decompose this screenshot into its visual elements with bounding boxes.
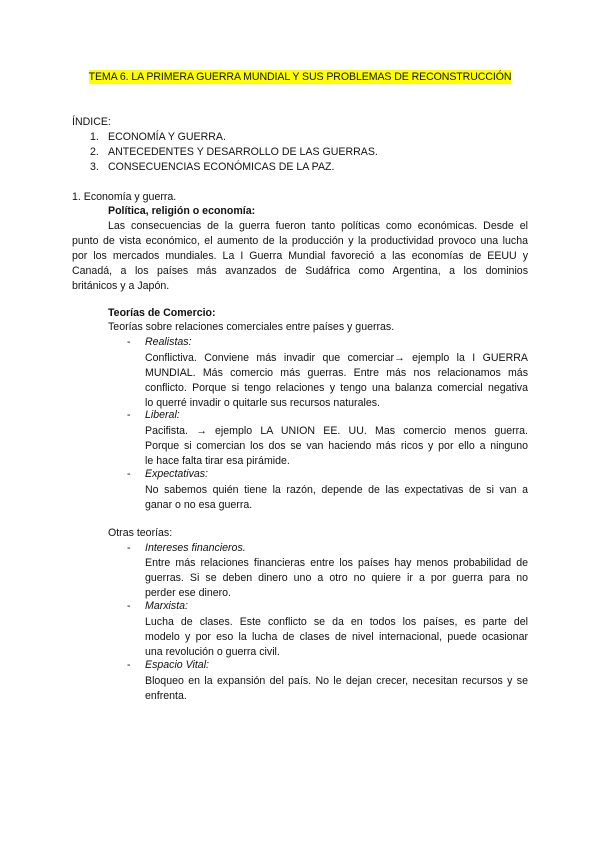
other-theories-heading: Otras teorías: <box>108 527 173 539</box>
theory-text-liberal: Pacifista. → ejemplo LA UNION EE. UU. Mas comercio menos guerra. Porque si comercian los dos se van haciendo más ricos y por ello a ninguno le hace falta tirar esa pirámide. <box>145 425 528 467</box>
index-item: 3. CONSECUENCIAS ECONÓMICAS DE LA PAZ. <box>90 161 335 173</box>
theory-label-realistas: Realistas: <box>145 336 192 348</box>
list-dash: - <box>127 659 131 671</box>
commerce-intro: Teorías sobre relaciones comerciales entre países y guerras. <box>108 321 395 333</box>
theory-label-liberal: Liberal: <box>145 409 180 421</box>
commerce-heading: Teorías de Comercio: <box>108 307 216 319</box>
intro-paragraph: Las consecuencias de la guerra fueron tanto políticas como económicas. Desde el punto de vista económico, el aumento de la producción y la productividad provoco una lucha por los mercados mundiales. La I Guerra Mundial favoreció a las economías de EEUU y Canadá, a los países más avanzados de Sudáfrica como Argentina, a los dominios británicos y a Japón. <box>72 220 528 292</box>
list-dash: - <box>127 409 131 421</box>
index-item: 2. ANTECEDENTES Y DESARROLLO DE LAS GUERRAS. <box>90 146 378 158</box>
theory-text-marxista: Lucha de clases. Este conflicto se da en todos los países, es parte del modelo y por eso la lucha de clases de nivel internacional, puede ocasionar una revolución o guerra civil. <box>145 616 528 658</box>
list-dash: - <box>127 468 131 480</box>
theory-label-marxista: Marxista: <box>145 600 188 612</box>
theory-text-intereses: Entre más relaciones financieras entre los países hay menos probabilidad de guerras. Si se deben dinero uno a otro no quiere ir a por guerra para no perder ese dinero. <box>145 557 528 599</box>
subheading-politics: Política, religión o economía: <box>108 205 256 217</box>
list-dash: - <box>127 542 131 554</box>
theory-label-intereses: Intereses financieros. <box>145 542 246 554</box>
index-list <box>90 130 378 175</box>
section-heading: 1. Economía y guerra. <box>72 191 177 203</box>
list-dash: - <box>127 600 131 612</box>
theory-label-expectativas: Expectativas: <box>145 468 209 480</box>
theory-text-realistas: Conflictiva. Conviene más invadir que comerciar→ ejemplo la I GUERRA MUNDIAL. Más comercio más guerras. Entre más nos relacionamos más conflicto. Porque si tengo relaciones y tengo una balanza comercial negativa lo querré invadir o quitarle sus recursos naturales. <box>145 352 528 409</box>
index-label: ÍNDICE: <box>72 116 111 128</box>
theory-label-espacio-vital: Espacio Vital: <box>145 659 209 671</box>
theory-text-expectativas: No sabemos quién tiene la razón, depende de las expectativas de si van a ganar o no esa guerra. <box>145 484 528 511</box>
index-item: 1. ECONOMÍA Y GUERRA. <box>90 131 226 143</box>
list-dash: - <box>127 336 131 348</box>
theory-text-espacio-vital: Bloqueo en la expansión del país. No le dejan crecer, necesitan recursos y se enfrenta. <box>145 675 528 702</box>
title-highlight: TEMA 6. LA PRIMERA GUERRA MUNDIAL Y SUS PROBLEMAS DE RECONSTRUCCIÓN <box>88 71 512 83</box>
document-title <box>72 71 528 83</box>
